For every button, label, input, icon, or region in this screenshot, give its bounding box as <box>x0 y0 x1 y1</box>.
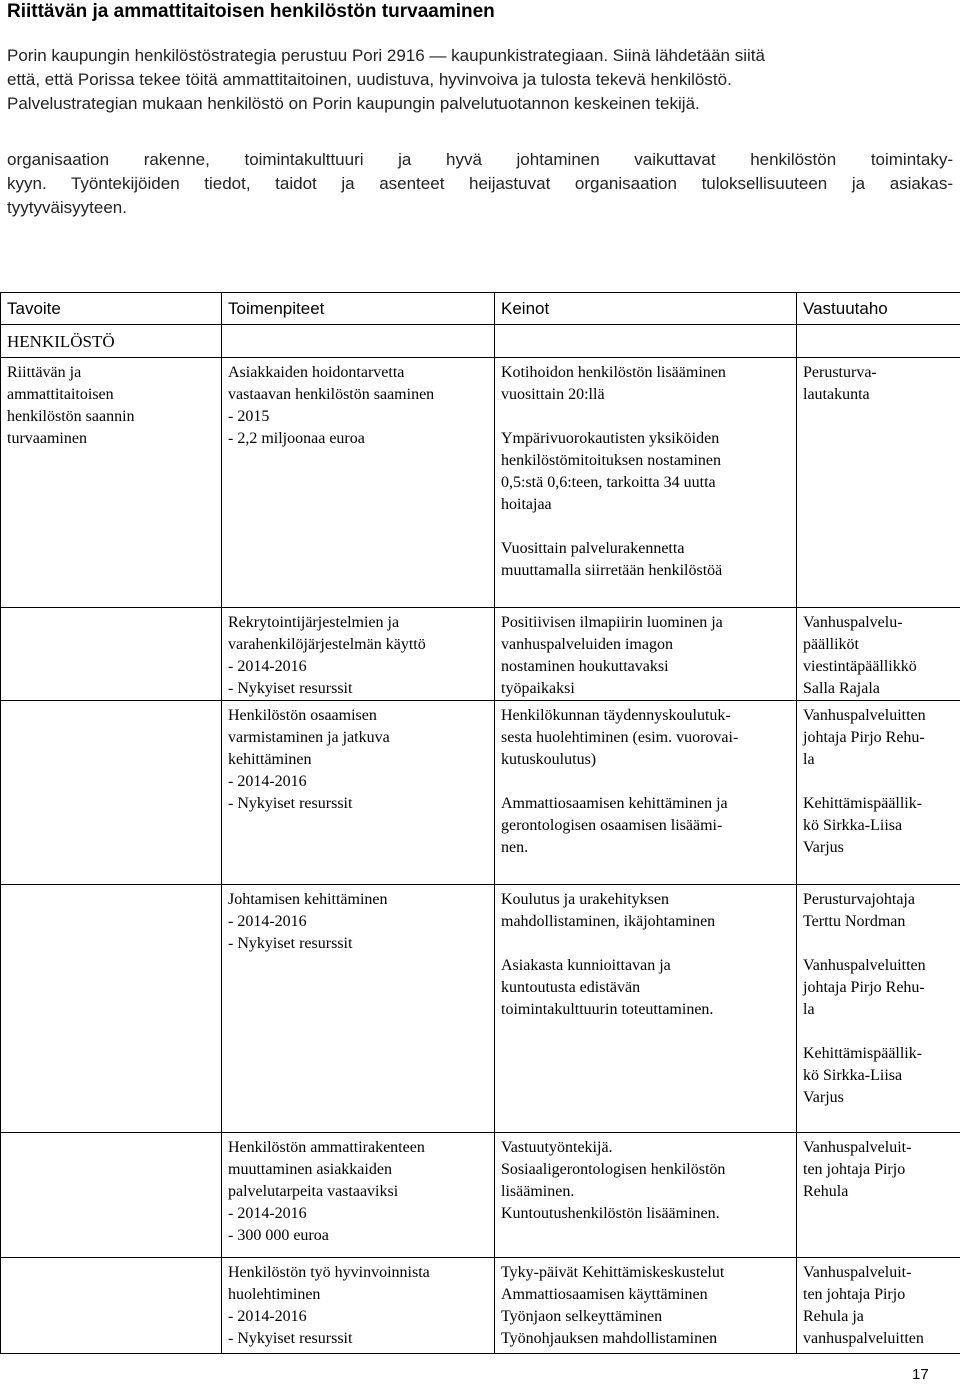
cell-line: kuntoutusta edistävän <box>501 979 641 996</box>
text-line: että, että Porissa tekee töitä ammattitaitoinen, uudistuva, hyvinvoiva ja tulosta tekevä henkilöstö. <box>7 70 732 89</box>
cell-line: Rekrytointijärjestelmien ja <box>228 614 400 631</box>
cell-line: la <box>803 1001 815 1018</box>
cell-line: Kehittämispäällik- <box>803 795 923 812</box>
cell-line: Vastuutyöntekijä. <box>501 1139 613 1156</box>
cell-line: turvaaminen <box>7 430 87 447</box>
cell-line: nostaminen houkuttavaksi <box>501 658 669 675</box>
table-row <box>1 1133 960 1258</box>
goal-cell <box>1 608 222 701</box>
line-gap <box>803 771 955 793</box>
cell-line: huolehtiminen <box>228 1286 321 1303</box>
cell-line: Vanhuspalveluit- <box>803 1264 912 1281</box>
cell-line: Työnohjauksen mahdollistaminen <box>501 1330 718 1347</box>
responsible-cell <box>797 1133 960 1258</box>
means-cell <box>495 1258 797 1354</box>
cell-line: Ammattiosaamisen käyttäminen <box>501 1286 708 1303</box>
cell-line: - 2014-2016 <box>228 913 307 930</box>
cell-line: kehittäminen <box>228 751 312 768</box>
action-cell <box>222 608 495 701</box>
means-cell <box>495 608 797 701</box>
text-line: organisaation rakenne, toimintakulttuuri ja hyvä johtaminen vaikuttavat henkilöstön toimintaky- <box>7 150 953 169</box>
goal-cell <box>1 701 222 885</box>
cell-line: Työnjaon selkeyttäminen <box>501 1308 663 1325</box>
cell-line: gerontologisen osaamisen lisäämi- <box>501 817 723 834</box>
cell-line: mahdollistaminen, ikäjohtaminen <box>501 913 716 930</box>
means-cell <box>495 1133 797 1258</box>
cell-line: toimintakulttuurin toteuttaminen. <box>501 1001 714 1018</box>
action-cell <box>222 358 495 608</box>
cell-line: palvelutarpeita vastaaviksi <box>228 1183 399 1200</box>
cell-line: henkilöstömitoituksen nostaminen <box>501 452 721 469</box>
table-row <box>1 701 960 885</box>
cell-line: Henkilöstön työ hyvinvoinnista <box>228 1264 430 1281</box>
line-gap <box>803 1021 955 1043</box>
cell-line: Asiakasta kunnioittavan ja <box>501 957 671 974</box>
responsible-cell <box>797 885 960 1133</box>
cell-line: Varjus <box>803 1089 844 1106</box>
cell-line: - 300 000 euroa <box>228 1227 329 1244</box>
cell-line: Ympärivuorokautisten yksiköiden <box>501 430 720 447</box>
cell-line: - 2,2 miljoonaa euroa <box>228 430 365 447</box>
table-row <box>1 885 960 1133</box>
section-title: HENKILÖSTÖ <box>1 325 222 358</box>
cell-line: varahenkilöjärjestelmän käyttö <box>228 636 426 653</box>
cell-line: viestintäpäällikkö <box>803 658 917 675</box>
page-heading: Riittävän ja ammattitaitoisen henkilöstön turvaaminen <box>7 1 495 22</box>
cell-line: päälliköt <box>803 636 859 653</box>
text-line: tyytyväisyyteen. <box>7 198 127 217</box>
cell-line: Terttu Nordman <box>803 913 906 930</box>
responsible-cell <box>797 608 960 701</box>
cell-line: - 2014-2016 <box>228 773 307 790</box>
cell-line: - Nykyiset resurssit <box>228 680 353 697</box>
cell-line: vuosittain 20:llä <box>501 386 605 403</box>
cell-line: Ammattiosaamisen kehittäminen ja <box>501 795 728 812</box>
empty-cell <box>222 325 495 358</box>
cell-line: työpaikaksi <box>501 680 575 697</box>
text-line: Palvelustrategian mukaan henkilöstö on Porin kaupungin palvelutuotannon keskeinen tekijä. <box>7 94 700 113</box>
intro-paragraph <box>7 44 953 116</box>
responsible-cell <box>797 358 960 608</box>
cell-line: - Nykyiset resurssit <box>228 1330 353 1347</box>
cell-line: Salla Rajala <box>803 680 880 697</box>
cell-line: 0,5:stä 0,6:teen, tarkoitta 34 uutta <box>501 474 716 491</box>
cell-line: muuttaminen asiakkaiden <box>228 1161 392 1178</box>
line-gap <box>803 933 955 955</box>
cell-line: vastaavan henkilöstön saaminen <box>228 386 435 403</box>
cell-line: Koulutus ja urakehityksen <box>501 891 669 908</box>
cell-line: Rehula ja <box>803 1308 864 1325</box>
cell-line: Perusturva- <box>803 364 877 381</box>
line-gap <box>501 406 791 428</box>
empty-cell <box>495 325 797 358</box>
text-line: kyyn. Työntekijöiden tiedot, taidot ja asenteet heijastuvat organisaation tuloksellisuuteen ja asiakas- <box>7 174 953 193</box>
header-cell: Tavoite <box>1 293 222 325</box>
action-cell <box>222 1258 495 1354</box>
goal-cell <box>1 1133 222 1258</box>
cell-line: Henkilöstön ammattirakenteen <box>228 1139 425 1156</box>
cell-line: johtaja Pirjo Rehu- <box>803 979 925 996</box>
cell-line: Vuosittain palvelurakennetta <box>501 540 685 557</box>
cell-line: varmistaminen ja jatkuva <box>228 729 390 746</box>
cell-line: lisääminen. <box>501 1183 575 1200</box>
goal-cell <box>1 885 222 1133</box>
cell-line: nen. <box>501 839 529 856</box>
cell-line: Tyky-päivät Kehittämiskeskustelut <box>501 1264 725 1281</box>
cell-line: Rehula <box>803 1183 849 1200</box>
page-number: 17 <box>912 1366 929 1383</box>
goal-cell <box>1 358 222 608</box>
cell-line: Riittävän ja <box>7 364 82 381</box>
table-row <box>1 358 960 608</box>
action-cell <box>222 701 495 885</box>
cell-line: sesta huolehtiminen (esim. vuorovai- <box>501 729 739 746</box>
cell-line: Positiivisen ilmapiirin luominen ja <box>501 614 723 631</box>
cell-line: vanhuspalveluiden imagon <box>501 636 673 653</box>
header-cell: Vastuutaho <box>797 293 960 325</box>
cell-line: - 2014-2016 <box>228 658 307 675</box>
means-cell <box>495 885 797 1133</box>
cell-line: Varjus <box>803 839 844 856</box>
cell-line: - Nykyiset resurssit <box>228 795 353 812</box>
cell-line: Vanhuspalvelu- <box>803 614 903 631</box>
cell-line: kutuskoulutus) <box>501 751 597 768</box>
means-cell <box>495 358 797 608</box>
table-row <box>1 608 960 701</box>
cell-line: - 2014-2016 <box>228 1205 307 1222</box>
cell-line: la <box>803 751 815 768</box>
cell-line: ten johtaja Pirjo <box>803 1286 906 1303</box>
cell-line: hoitajaa <box>501 496 552 513</box>
section-row <box>1 325 960 358</box>
cell-line: henkilöstön saannin <box>7 408 135 425</box>
header-row <box>1 293 960 325</box>
line-gap <box>501 516 791 538</box>
cell-line: johtaja Pirjo Rehu- <box>803 729 925 746</box>
cell-line: kö Sirkka-Liisa <box>803 1067 903 1084</box>
means-cell <box>495 701 797 885</box>
cell-line: - 2014-2016 <box>228 1308 307 1325</box>
responsible-cell <box>797 1258 960 1354</box>
cell-line: - Nykyiset resurssit <box>228 935 353 952</box>
header-cell: Toimenpiteet <box>222 293 495 325</box>
cell-line: ten johtaja Pirjo <box>803 1161 906 1178</box>
cell-line: Vanhuspalveluit- <box>803 1139 912 1156</box>
cell-line: Henkilökunnan täydennyskoulutuk- <box>501 707 731 724</box>
cell-line: Vanhuspalveluitten <box>803 957 926 974</box>
header-cell: Keinot <box>495 293 797 325</box>
cell-line: Asiakkaiden hoidontarvetta <box>228 364 405 381</box>
line-gap <box>501 771 791 793</box>
cell-line: muuttamalla siirretään henkilöstöä <box>501 562 723 579</box>
empty-cell <box>797 325 960 358</box>
cell-line: Henkilöstön osaamisen <box>228 707 377 724</box>
cell-line: Johtamisen kehittäminen <box>228 891 388 908</box>
cell-line: - 2015 <box>228 408 270 425</box>
action-cell <box>222 885 495 1133</box>
cell-line: Kuntoutushenkilöstön lisääminen. <box>501 1205 720 1222</box>
cell-line: Kehittämispäällik- <box>803 1045 923 1062</box>
context-paragraph <box>7 148 953 220</box>
text-line: Porin kaupungin henkilöstöstrategia perustuu Pori 2916 — kaupunkistrategiaan. Siinä lähdetään siitä <box>7 46 765 65</box>
cell-line: vanhuspalveluitten <box>803 1330 924 1347</box>
responsible-cell <box>797 701 960 885</box>
goal-cell <box>1 1258 222 1354</box>
cell-line: Sosiaaligerontologisen henkilöstön <box>501 1161 726 1178</box>
cell-line: Kotihoidon henkilöstön lisääminen <box>501 364 726 381</box>
cell-line: Vanhuspalveluitten <box>803 707 926 724</box>
action-cell <box>222 1133 495 1258</box>
table-row <box>1 1258 960 1354</box>
cell-line: Perusturvajohtaja <box>803 891 915 908</box>
cell-line: lautakunta <box>803 386 870 403</box>
line-gap <box>501 933 791 955</box>
action-plan-table <box>0 292 960 1354</box>
cell-line: kö Sirkka-Liisa <box>803 817 903 834</box>
cell-line: ammattitaitoisen <box>7 386 114 403</box>
